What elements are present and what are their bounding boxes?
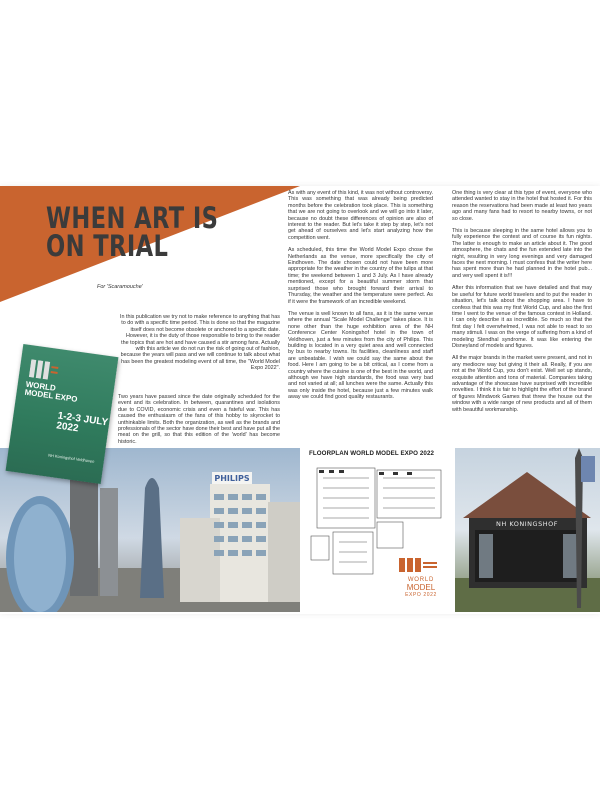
logo-word-2: MODEL bbox=[406, 582, 436, 592]
floorplan-image bbox=[303, 448, 451, 612]
col3-paragraph-1: One thing is very clear at this type of event, everyone who attended wanted to stay in the hotel that hosted it. For this reason the reservations had been made at least two years ago and many fans had to resort to nearby towns, or not so close. bbox=[452, 190, 592, 222]
logo-word-1: WORLD bbox=[407, 577, 435, 583]
hotel-sign: NH KONINGSHOF bbox=[496, 520, 558, 528]
poster-title: WORLD MODEL EXPO bbox=[24, 379, 78, 404]
column-right bbox=[452, 190, 592, 419]
intro2-text: Two years have passed since the date originally scheduled for the event and its celebration. In between, quarantines and isolations due to COVID, economic crisis and even a fateful war. This has caused the enthusiasm of the fans of this hobby to skyrocket to unthinkable limits. Both the organization, as well as the brands and professionals of the sector have done their best and have put all the meat on the grill, so that this edition of the 'world' has become historic. bbox=[118, 394, 280, 445]
world-model-expo-logo bbox=[395, 556, 447, 598]
col3-paragraph-2: This is because sleeping in the same hotel allows you to fully experience the contest and of course its fun nights. The latter is enough to make an article about it. The good atmosphere, the chats and the fun extended late into the night, resulting in very long evenings and very damaged faces the next morning. I must confess that the writer here has spent more than he had planned in the hotel pub... and very well spent it is!!! bbox=[452, 228, 592, 279]
floorplan-title: FLOORPLAN WORLD MODEL EXPO 2022 bbox=[309, 450, 435, 457]
poster-place: NH Koningshof Veldhoven bbox=[47, 452, 95, 464]
expo-logo-icon bbox=[29, 359, 59, 381]
intro-paragraph-2 bbox=[118, 394, 280, 451]
hotel-entrance-illustration bbox=[455, 448, 600, 612]
poster-dates: 1-2-3 JULY 2022 bbox=[55, 410, 109, 435]
col2-paragraph-3: The venue is well known to all fans, as it is the same venue where the annual "Scale Model Challenge" takes place. It is none other than the huge exhibition area of the NH Conference Center Koningshof hotel in the town of Veldhoven, just a few minutes from the city of Philips. This building is located in a very quiet area and well connected by bus to nearby towns. Its facilities, cleanliness and staff are unbeatable. I wish we could say the same about the food. Here I am going to be a bit critical, as I come from a country where the cuisine is one of the best in the world, and although we have high standards, the food was very bad and not varied at all; all lunches were the same. Actually this was only inside the hotel, because just a few minutes walk away we could find good quality restaurants. bbox=[288, 310, 433, 401]
logo-bars-icon bbox=[395, 556, 447, 572]
philips-sign: PHILIPS bbox=[214, 474, 250, 483]
hotel-photo bbox=[455, 448, 600, 612]
column-middle bbox=[288, 190, 433, 407]
expo-poster bbox=[6, 344, 119, 484]
logo-word-3: EXPO 2022 bbox=[405, 591, 437, 598]
article-headline: WHEN ART IS ON TRIAL bbox=[46, 201, 219, 263]
col3-paragraph-4: All the major brands in the market were present, and not in any mediocre way but giving it their all. Really, if you are not at the World Cup, you don't exist. Well set up stands, exquisite attention and tons of material. Companies taking advantage of the showcase have surprised with incredible novelties. I think it is fair to highlight the effort of the brand of figures Mindwork Games that threw the house out the window with a wide range of new products and all of them with beautiful workmanship. bbox=[452, 355, 592, 413]
col3-paragraph-3: After this information that we have detailed and that may be useful for future world travelers and to put the reader in situation, let's talk about the shopping area. I have to confess that this was my first World Cup, and also the first time I went to the venue of the famous contest in Holland. I can only describe it as incredible. So much so that the first day I felt overwhelmed, I was not able to react to so many stimuli. I was on the verge of suffering from a kind of modeling Stendhal syndrome. It was like entering the Disneyland of models and figures. bbox=[452, 285, 592, 349]
col2-paragraph-1: As with any event of this kind, it was not without controversy. This was something that was already being predicted months before the celebration took place. This is something that we are not going to overlook and we will go into it later, because no doubt these differences of opinion are also of interest to the reader. But let's take it step by step, let's not get ahead of ourselves and let's start analyzing how the competition went. bbox=[288, 190, 433, 241]
col2-paragraph-2: As scheduled, this time the World Model Expo chose the Netherlands as the venue, more specifically the city of Eindhoven. The date chosen could not have been more appropriate for the weather in the country of the tulips at that time; the weekend between 1 and 3 July. As I have already mentioned, except for a beautiful summer storm that surprised those who brought forward their arrival to Thursday, the weather and the temperature were perfect. As if it were the framework of an incredible weekend. bbox=[288, 247, 433, 305]
article-byline: For 'Scaramouche' bbox=[97, 284, 143, 290]
intro-paragraph bbox=[118, 314, 280, 378]
intro-text: In this publication we try not to make reference to anything that has to do with a specific time period. This is done so that the magazine itself does not become obsolete or anchored to a specific date. However, it is the duty of those responsible to bring to the reader the topics that are hot and have caused a stir among fans. Actually with this article we do not run the risk of going out of fashion, because the years will pass and we will continue to talk about what has been the greatest modeling event of all time, the "World Model Expo 2022". bbox=[119, 314, 280, 372]
